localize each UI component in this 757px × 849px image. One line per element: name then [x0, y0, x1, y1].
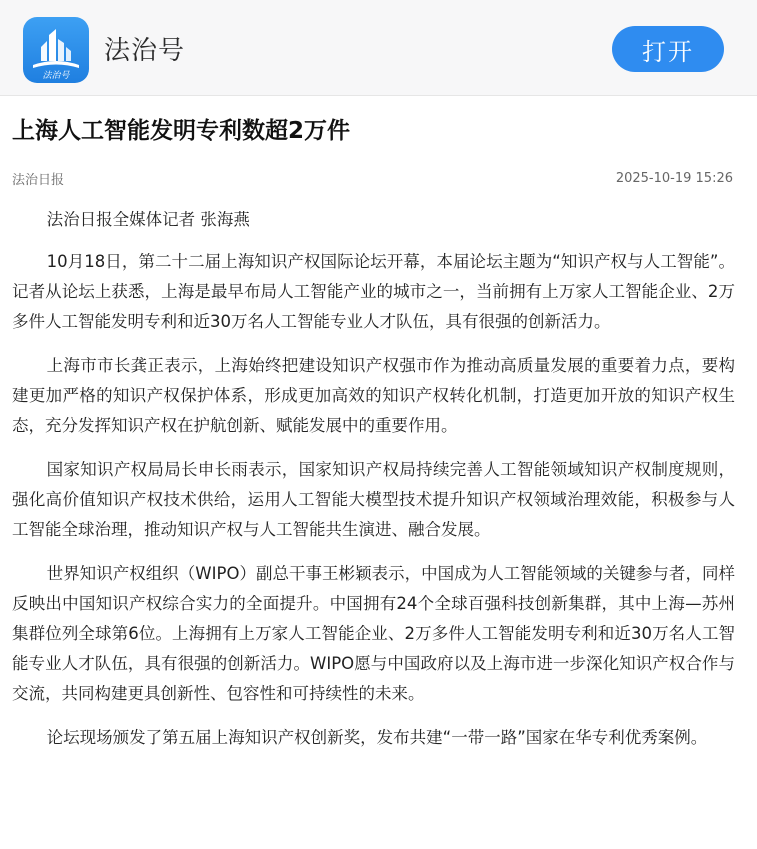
article: [0, 115, 757, 753]
article-title: 上海人工智能发明专利数超2万件: [12, 118, 351, 144]
open-app-button[interactable]: 打开: [612, 26, 724, 72]
article-paragraph: 国家知识产权局局长申长雨表示，国家知识产权局持续完善人工智能领域知识产权制度规则，强化高价值知识产权技术供给，运用人工智能大模型技术提升知识产权领域治理效能，积极参与人工智能全球治理，推动知识产权与人工智能共生演进、融合发展。: [12, 460, 735, 539]
brand-name: 法治号: [104, 36, 186, 66]
app-banner: [0, 0, 757, 96]
article-body: [12, 205, 735, 753]
article-meta: [12, 167, 735, 189]
article-paragraph: 世界知识产权组织（WIPO）副总干事王彬颖表示，中国成为人工智能领域的关键参与者，同样反映出中国知识产权综合实力的全面提升。中国拥有24个全球百强科技创新集群，其中上海—苏州集群位列全球第6位。上海拥有上万家人工智能企业、2万多件人工智能发明专利和近30万名人工智能专业人才队伍，具有很强的创新活力。WIPO愿与中国政府以及上海市进一步深化知识产权合作与交流，共同构建更具创新性、包容性和可持续性的未来。: [12, 564, 735, 703]
article-paragraph: 10月18日，第二十二届上海知识产权国际论坛开幕，本届论坛主题为“知识产权与人工智能”。记者从论坛上获悉，上海是最早布局人工智能产业的城市之一，当前拥有上万家人工智能企业、2万多件人工智能发明专利和近30万名人工智能专业人才队伍，具有很强的创新活力。: [12, 252, 735, 331]
article-source: 法治日报: [12, 172, 65, 188]
article-date: 2025-10-19 15:26: [615, 170, 733, 186]
article-byline: 法治日报全媒体记者 张海燕: [46, 210, 250, 229]
article-paragraph: 上海市市长龚正表示，上海始终把建设知识产权强市作为推动高质量发展的重要着力点，要构建更加严格的知识产权保护体系，形成更加高效的知识产权转化机制，打造更加开放的知识产权生态，充分发挥知识产权在护航创新、赋能发展中的重要作用。: [12, 356, 735, 435]
article-paragraph: 论坛现场颁发了第五届上海知识产权创新奖，发布共建“一带一路”国家在华专利优秀案例。: [46, 728, 708, 747]
app-icon-caption: 法治号: [42, 71, 70, 81]
app-logo-graphic: [23, 17, 89, 83]
fazhi-app-icon[interactable]: [23, 17, 89, 83]
